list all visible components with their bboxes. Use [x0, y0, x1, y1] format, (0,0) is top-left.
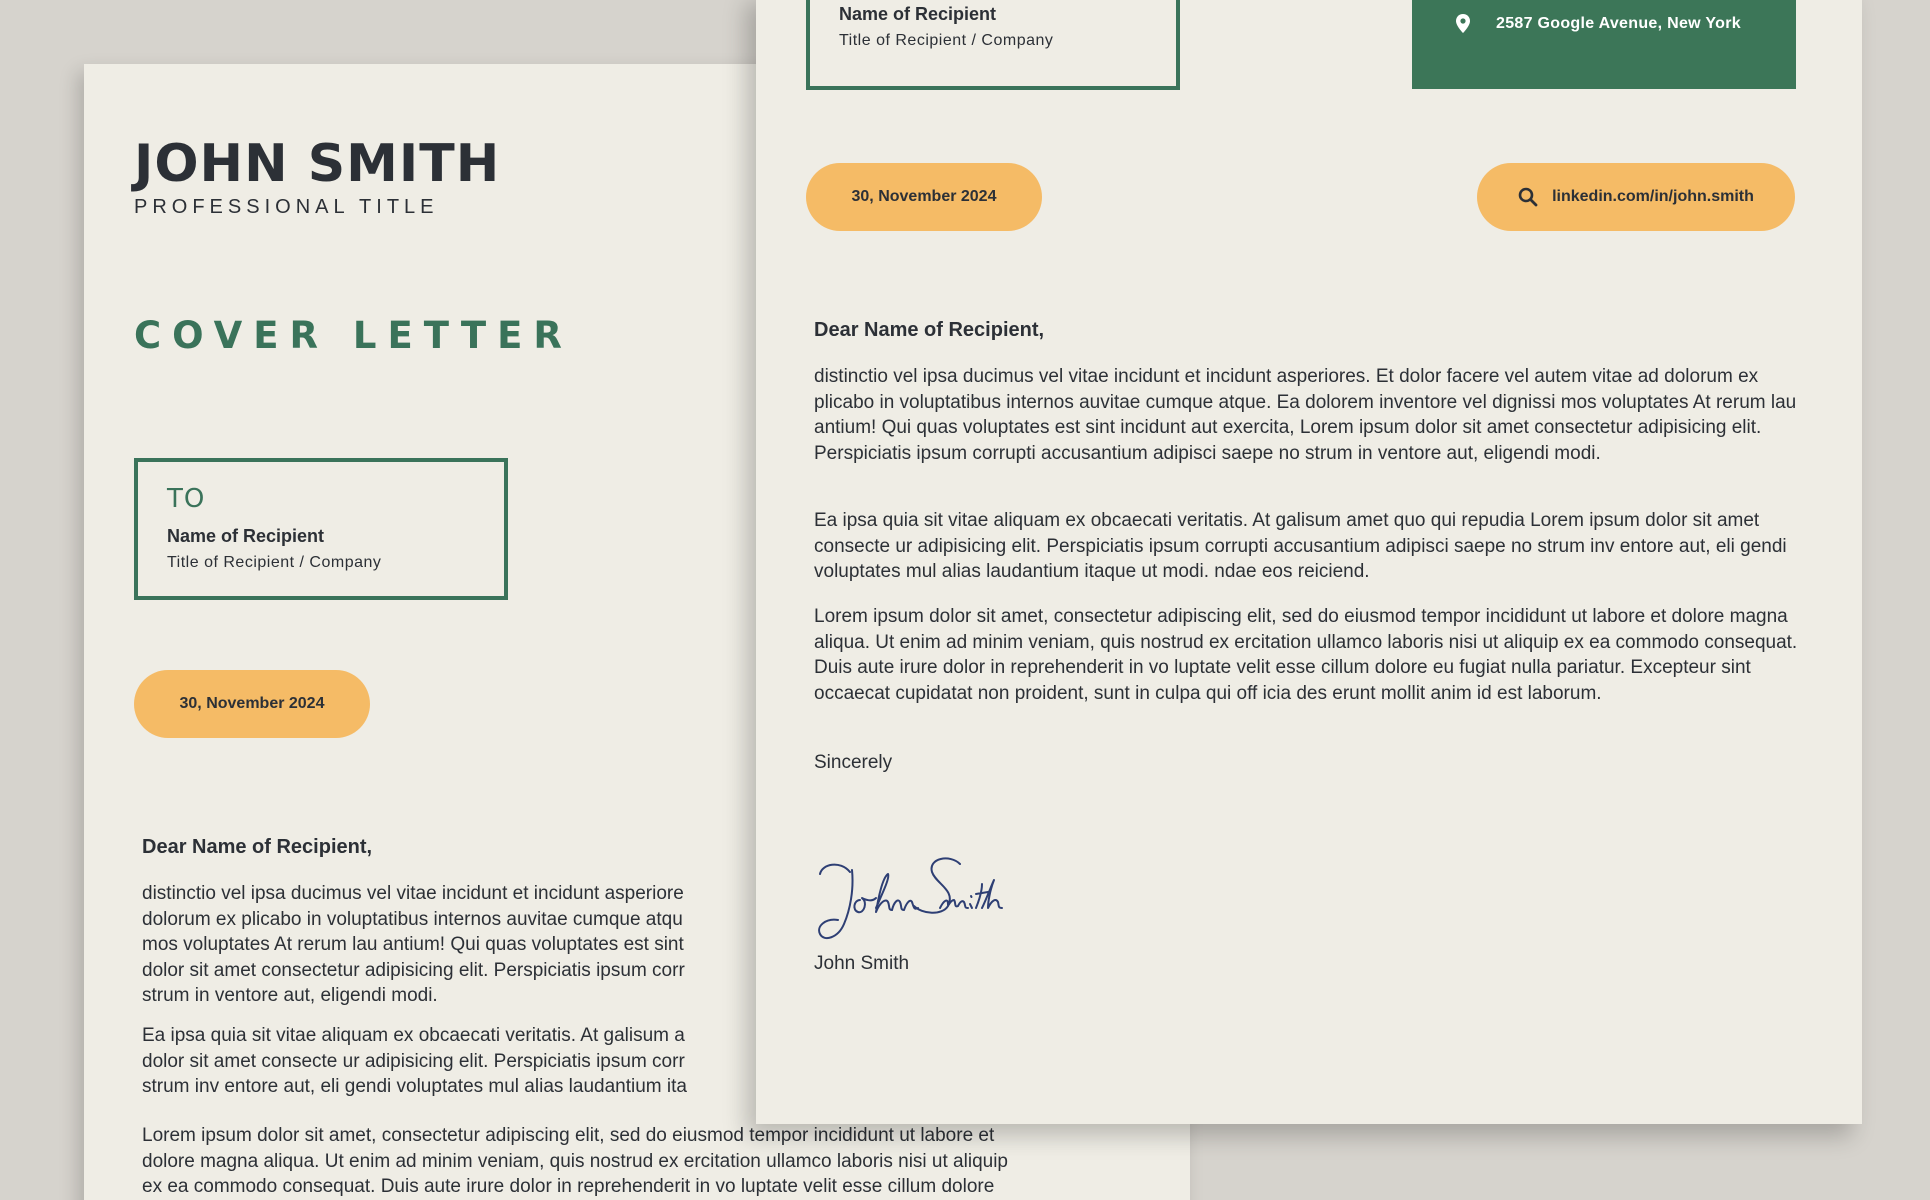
applicant-name: JOHN SMITH	[134, 134, 501, 194]
recipient-name: Name of Recipient	[839, 4, 997, 24]
text-line: dolore magna aliqua. Ut enim ad minim veniam, quis nostrud ex ercitation ullamco laboris nisi ut aliquip	[142, 1150, 1008, 1172]
body-paragraph: distinctio vel ipsa ducimus vel vitae incidunt et incidunt asperiores. Et dolor facere vel autem vitae ad dolorum ex plicabo in voluptatibus internos auvitae cumque atque. Ea dolorem inventore vel dignissi mos voluptates At rerum lau antium! Qui quas voluptates est sint incidunt aut exercita, Lorem ipsum dolor sit amet consectetur adipisicing elit. Perspiciatis ipsum corrupti accusantium adipisci saepe no strum in ventore aut, eligendi modi.	[814, 366, 1797, 464]
text-line: dolorum ex plicabo in voluptatibus internos auvitae cumque atqu	[142, 908, 683, 930]
text-line: Ea ipsa quia sit vitae aliquam ex obcaecati veritatis. At galisum a	[142, 1025, 685, 1046]
cover-letter-heading: COVER LETTER	[134, 314, 573, 357]
front-cover-letter-sheet	[756, 0, 1862, 1124]
date-badge: 30, November 2024	[806, 163, 1042, 231]
body-paragraph: Ea ipsa quia sit vitae aliquam ex obcaecati veritatis. At galisum amet quo qui repudia Lorem ipsum dolor sit amet consecte ur adipisicing elit. Perspiciatis ipsum corrupti accusantium adipisci saepe no strum inv entore aut, eli gendi voluptates mul alias laudantium itaque ut modi. ndae eos reiciend.	[814, 510, 1787, 582]
date-badge: 30, November 2024	[134, 670, 370, 738]
linkedin-url: linkedin.com/in/john.smith	[1552, 188, 1754, 205]
recipient-box	[134, 458, 508, 600]
search-icon	[1518, 187, 1538, 207]
text-line: dolor sit amet consectetur adipisicing elit. Perspiciatis ipsum corr	[142, 959, 685, 981]
recipient-name: Name of Recipient	[167, 526, 325, 546]
location-pin-icon	[1452, 14, 1474, 33]
linkedin-badge[interactable]	[1477, 163, 1795, 231]
text-line: strum in ventore aut, eligendi modi.	[142, 985, 438, 1006]
greeting: Dear Name of Recipient,	[814, 319, 1045, 341]
contact-address	[1452, 14, 1741, 33]
text-line: dolor sit amet consecte ur adipisicing elit. Perspiciatis ipsum corr	[142, 1050, 685, 1072]
signature	[810, 850, 1010, 955]
body-paragraph	[142, 1123, 1102, 1200]
professional-title: PROFESSIONAL TITLE	[134, 196, 439, 218]
recipient-box	[806, 0, 1180, 90]
signed-name: John Smith	[814, 953, 910, 974]
contact-email	[1452, 0, 1697, 1]
body-paragraph: Lorem ipsum dolor sit amet, consectetur adipiscing elit, sed do eiusmod tempor incididunt ut labore et dolore magna aliqua. Ut enim ad minim veniam, quis nostrud ex ercitation ullamco laboris nisi ut aliquip ex ea commodo consequat. Duis aute irure dolor in reprehenderit in vo luptate velit esse cillum dolore eu fugiat nulla pariatur. Excepteur sint occaecat cupidatat non proident, sunt in culpa qui off icia des erunt mollit anim id est laborum.	[814, 606, 1798, 704]
greeting: Dear Name of Recipient,	[142, 836, 373, 858]
email-text	[1496, 0, 1697, 1]
text-line: mos voluptates At rerum lau antium! Qui quas voluptates est sint	[142, 934, 684, 955]
text-line: Lorem ipsum dolor sit amet, consectetur adipiscing elit, sed do eiusmod tempor incididunt ut labore et	[142, 1125, 995, 1146]
to-label: TO	[167, 484, 206, 514]
closing: Sincerely	[814, 752, 893, 773]
address-text: 2587 Google Avenue, New York	[1496, 14, 1741, 32]
text-line: ex ea commodo consequat. Duis aute irure dolor in reprehenderit in vo luptate velit esse cillum dolore	[142, 1176, 995, 1197]
text-line: distinctio vel ipsa ducimus vel vitae incidunt et incidunt asperiore	[142, 883, 684, 904]
text-line: strum inv entore aut, eli gendi voluptates mul alias laudantium ita	[142, 1076, 687, 1097]
recipient-title: Title of Recipient / Company	[167, 554, 382, 571]
recipient-title: Title of Recipient / Company	[839, 32, 1054, 49]
contact-panel	[1412, 0, 1796, 89]
